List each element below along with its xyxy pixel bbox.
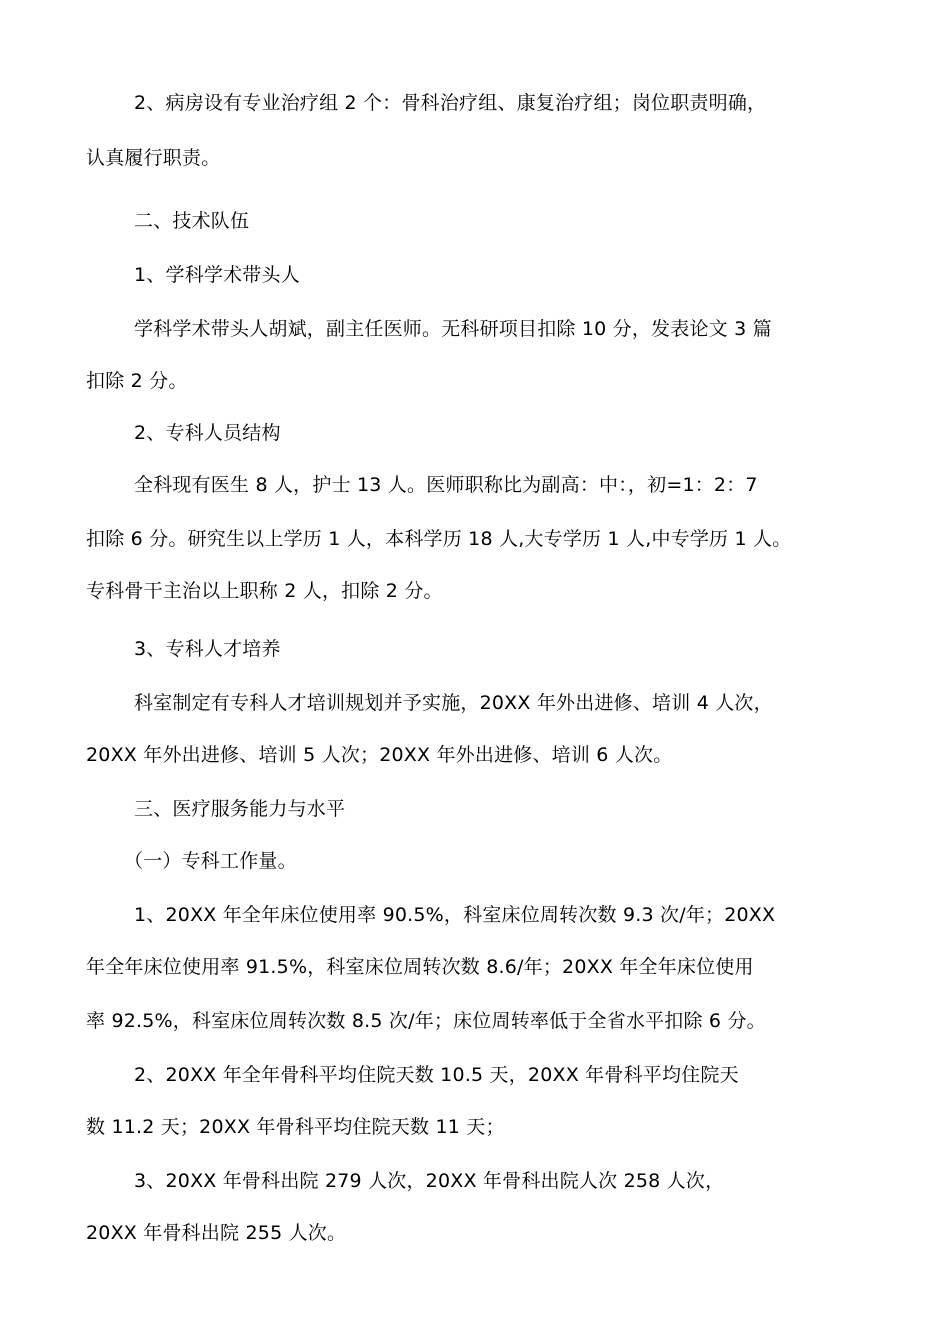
paragraph-line: 数 11.2 天；20XX 年骨科平均住院天数 11 天； [86,1116,505,1138]
subsection-heading: 2、专科人员结构 [134,422,281,444]
paragraph-line: 2、病房设有专业治疗组 2 个：骨科治疗组、康复治疗组；岗位职责明确， [134,92,767,114]
paragraph-line: 认真履行职责。 [86,147,221,169]
subsection-heading: 1、学科学术带头人 [134,264,300,286]
paragraph-line: 率 92.5%，科室床位周转次数 8.5 次/年；床位周转率低于全省水平扣除 6 分。 [86,1010,766,1032]
paragraph-line: 专科骨干主治以上职称 2 人，扣除 2 分。 [86,580,443,602]
paragraph-line: 3、20XX 年骨科出院 279 人次，20XX 年骨科出院人次 258 人次， [134,1170,725,1192]
paragraph-line: 20XX 年骨科出院 255 人次。 [86,1222,347,1244]
paragraph-line: 科室制定有专科人才培训规划并予实施，20XX 年外出进修、培训 4 人次， [134,692,773,714]
section-heading: 三、医疗服务能力与水平 [134,798,346,820]
paragraph-line: 学科学术带头人胡斌，副主任医师。无科研项目扣除 10 分，发表论文 3 篇 [134,318,772,340]
paragraph-line: 年全年床位使用率 91.5%，科室床位周转次数 8.6/年；20XX 年全年床位使用 [86,956,754,978]
paragraph-line: 扣除 2 分。 [86,370,188,392]
paragraph-line: 扣除 6 分。研究生以上学历 1 人，本科学历 18 人,大专学历 1 人,中专学历 1 人。 [86,528,792,550]
paragraph-line: 2、20XX 年全年骨科平均住院天数 10.5 天，20XX 年骨科平均住院天 [134,1064,739,1086]
section-heading: 二、技术队伍 [134,210,250,232]
paragraph-line: 20XX 年外出进修、培训 5 人次；20XX 年外出进修、培训 6 人次。 [86,744,673,766]
paragraph-line: 1、20XX 年全年床位使用率 90.5%，科室床位周转次数 9.3 次/年；20XX [134,904,776,926]
subsection-heading: 3、专科人才培养 [134,638,281,660]
subsection-heading: （一）专科工作量。 [124,850,297,872]
paragraph-line: 全科现有医生 8 人，护士 13 人。医师职称比为副高：中：，初=1：2：7 [134,474,758,496]
